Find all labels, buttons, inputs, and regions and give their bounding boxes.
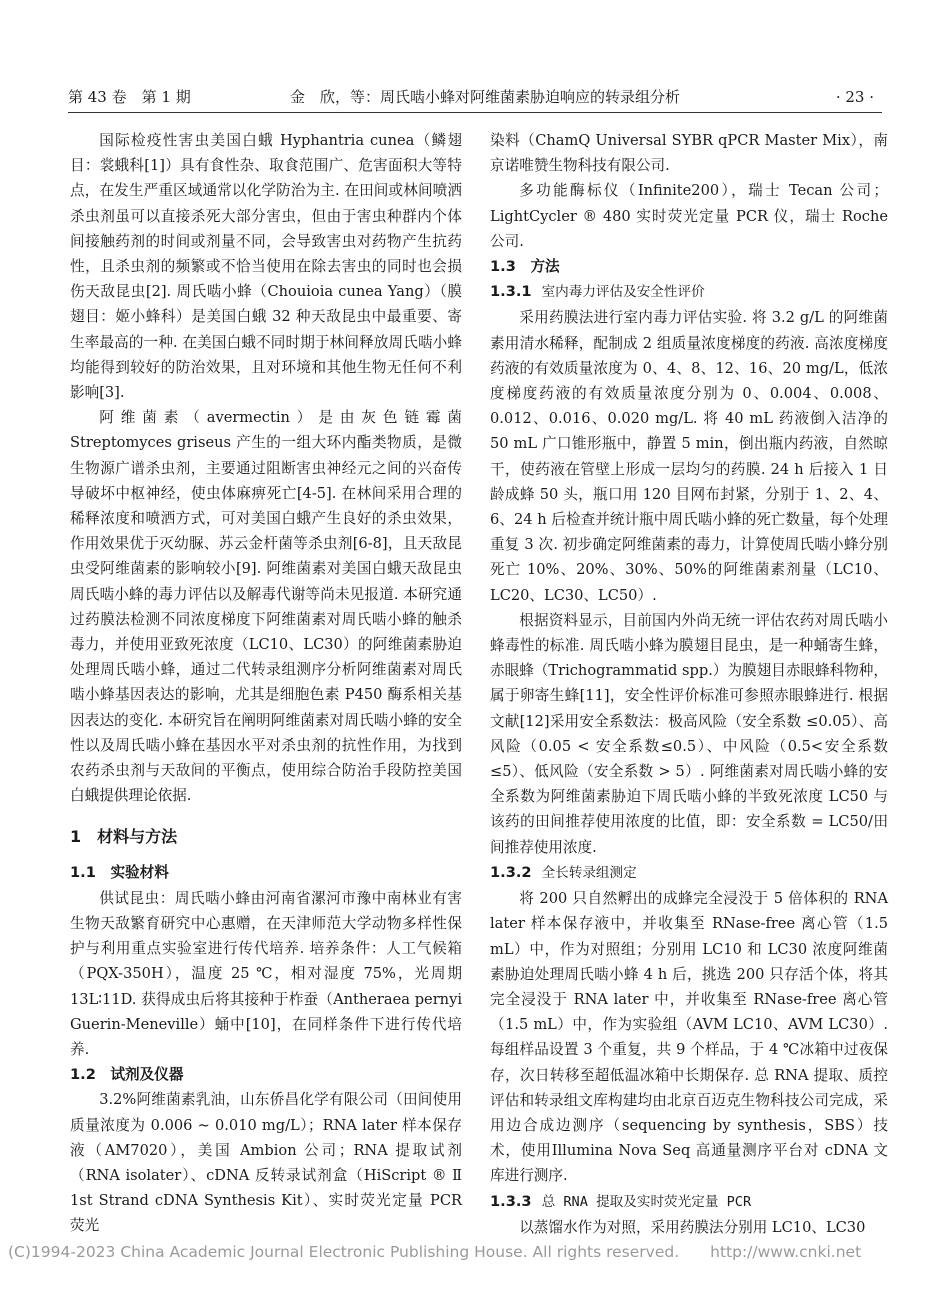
journal-volume-issue: 第 43 卷 第 1 期 <box>68 88 191 106</box>
reagents-continued: 染料（ChamQ Universal SYBR qPCR Master Mix），南京诺唯赞生物科技有限公司. <box>490 132 888 175</box>
materials-paragraph: 供试昆虫：周氏啮小蜂由河南省漯河市豫中南林业有害生物天敌繁育研究中心惠赠，在天津师范大学动物多样性保护与利用重点实验室进行传代培养. 培养条件：人工气候箱（PQX-350H），温度 25 ℃，相对湿度 75%，光周期 13L∶11D. 获得成虫后将其接种于柞蚕（Antheraea pernyi Guerin-Meneville）蛹中[10]，在同样条件下进行传代培养. <box>70 889 462 1058</box>
heading-number: 1.3.1 <box>490 283 532 301</box>
left-column <box>70 128 462 1239</box>
instruments-paragraph: 多功能酶标仪（Infinite200），瑞士 Tecan 公司；LightCycler ® 480 实时荧光定量 PCR 仪，瑞士 Roche 公司. <box>490 182 888 250</box>
subsection-heading-1-2: 1.2 试剂及仪器 <box>70 1066 184 1084</box>
heading-title: 室内毒力评估及安全性评价 <box>541 284 705 301</box>
article-running-title: 金 欣，等：周氏啮小蜂对阿维菌素胁迫响应的转录组分析 <box>290 88 681 106</box>
subsubsection-heading-1-3-1 <box>490 279 888 305</box>
heading-number: 1.3.2 <box>490 863 532 881</box>
heading-number: 1.3.3 <box>490 1192 532 1210</box>
header-rule <box>68 112 882 113</box>
subsubsection-heading-1-3-2 <box>490 860 888 886</box>
subsection-heading-1-3: 1.3 方法 <box>490 258 560 276</box>
right-column <box>490 128 888 1240</box>
subsection-heading-1-1: 1.1 实验材料 <box>70 864 169 882</box>
reagents-paragraph: 3.2%阿维菌素乳油，山东侨昌化学有限公司（田间使用质量浓度为 0.006 ~ 0.010 mg/L）；RNA later 样本保存液（AM7020），美国 Ambion 公司；RNA 提取试剂（RNA isolater）、cDNA 反转录试剂盒（HiScript ® Ⅱ 1st Strand cDNA Synthesis Kit）、实时荧光定量 PCR 荧光 <box>70 1091 462 1235</box>
heading-title: 全长转录组测定 <box>541 864 637 881</box>
qpcr-paragraph: 以蒸馏水作为对照，采用药膜法分别用 LC10、LC30 <box>519 1218 866 1236</box>
toxicity-method-paragraph: 采用药膜法进行室内毒力评估实验. 将 3.2 g/L 的阿维菌素用清水稀释，配制成 2 组质量浓度梯度的药液. 高浓度梯度药液的有效质量浓度为 0、4、8、12、16、20 mg/L，低浓度梯度药液的有效质量浓度分别为 0、0.004、0.008、0.012、0.016、0.020 mg/L. 将 40 mL 药液倒入洁净的 50 mL 广口锥形瓶中，静置 5 min，倒出瓶内药液，自然晾干，使药液在管壁上形成一层均匀的药膜. 24 h 后接入 1 日龄成蜂 50 头，瓶口用 120 目网布封紧，分别于 1、2、4、6、24 h 后检查并统计瓶中周氏啮小蜂的死亡数量，每个处理重复 3 次. 初步确定阿维菌素的毒力，计算使周氏啮小蜂分别死亡 10%、20%、30%、50%的阿维菌素剂量（LC10、LC20、LC30、LC50）. <box>490 309 888 604</box>
running-header <box>68 84 882 110</box>
transcriptome-paragraph: 将 200 只自然孵出的成蜂完全浸没于 5 倍体积的 RNA later 样本保存液中，并收集至 RNase-free 离心管（1.5 mL）中，作为对照组；分别用 LC10 和 LC30 浓度阿维菌素胁迫处理周氏啮小蜂 4 h 后，挑选 200 只存活个体，将其完全浸没于 RNA later 中，并收集至 RNase-free 离心管（1.5 mL）中，作为实验组（AVM LC10、AVM LC30）. 每组样品设置 3 个重复，共 9 个样品，于 4 ℃冰箱中过夜保存，次日转移至超低温冰箱中长期保存. 总 RNA 提取、质控评估和转录组文库构建均由北京百迈克生物科技公司完成，采用边合成边测序（sequencing by synthesis，SBS）技术，使用Illumina Nova Seq 高通量测序平台对 cDNA 文库进行测序. <box>490 890 888 1185</box>
copyright-footer: (C)1994-2023 China Academic Journal Electronic Publishing House. All rights reserved. http://www.cnki.net <box>8 1243 862 1261</box>
section-heading-methods: 1 材料与方法 <box>70 827 178 847</box>
safety-evaluation-paragraph: 根据资料显示，目前国内外尚无统一评估农药对周氏啮小蜂毒性的标准. 周氏啮小蜂为膜翅目昆虫，是一种蛹寄生蜂，赤眼蜂（Trichogrammatid spp.）为膜翅目赤眼蜂科物种，属于卵寄生蜂[11]，安全性评价标准可参照赤眼蜂进行. 根据文献[12]采用安全系数法：极高风险（安全系数 ≤0.05）、高风险（0.05 < 安全系数≤0.5）、中风险（0.5<安全系数≤5）、低风险（安全系数 > 5）. 阿维菌素对周氏啮小蜂的安全系数为阿维菌素胁迫下周氏啮小蜂的半致死浓度 LC50 与该药的田间推荐使用浓度的比值，即：安全系数 = LC50/田间推荐使用浓度. <box>490 611 888 856</box>
page-number: · 23 · <box>835 88 874 106</box>
heading-title: 总 RNA 提取及实时荧光定量 PCR <box>541 1193 752 1210</box>
intro-paragraph-2: 阿维菌素（avermectin）是由灰色链霉菌 Streptomyces griseus 产生的一组大环内酯类物质，是微生物源广谱杀虫剂，主要通过阻断害虫神经元之间的兴奋传导破坏中枢神经，使虫体麻痹死亡[4-5]. 在林间采用合理的稀释浓度和喷洒方式，可对美国白蛾产生良好的杀虫效果，作用效果优于灭幼脲、苏云金杆菌等杀虫剂[6-8]，且天敌昆虫受阿维菌素的影响较小[9]. 阿维菌素对美国白蛾天敌昆虫周氏啮小蜂的毒力评估以及解毒代谢等尚未见报道. 本研究通过药膜法检测不同浓度梯度下阿维菌素对周氏啮小蜂的触杀毒力，并使用亚致死浓度（LC10、LC30）的阿维菌素胁迫处理周氏啮小蜂，通过二代转录组测序分析阿维菌素对周氏啮小蜂基因表达的影响，尤其是细胞色素 P450 酶系相关基因表达的变化. 本研究旨在阐明阿维菌素对周氏啮小蜂的安全性以及周氏啮小蜂在基因水平对杀虫剂的抗性作用，为找到农药杀虫剂与天敌间的平衡点，使用综合防治手段防控美国白蛾提供理论依据. <box>70 409 462 805</box>
subsubsection-heading-1-3-3 <box>490 1189 888 1215</box>
intro-paragraph-1: 国际检疫性害虫美国白蛾 Hyphantria cunea（鳞翅目：裳蛾科[1]）具有食性杂、取食范围广、危害面积大等特点，在发生严重区域通常以化学防治为主. 在田间或林间喷洒杀虫剂虽可以直接杀死大部分害虫，但由于害虫种群内个体间接触药剂的时间或剂量不同，会导致害虫对药物产生抗药性，且杀虫剂的频繁或不恰当使用在除去害虫的同时也会损伤天敌昆虫[2]. 周氏啮小蜂（Chouioia cunea Yang）（膜翅目：姬小蜂科）是美国白蛾 32 种天敌昆虫中最重要、寄生率最高的一种. 在美国白蛾不同时期于林间释放周氏啮小蜂均能得到较好的防治效果，且对环境和其他生物无任何不利影响[3]. <box>70 132 462 402</box>
